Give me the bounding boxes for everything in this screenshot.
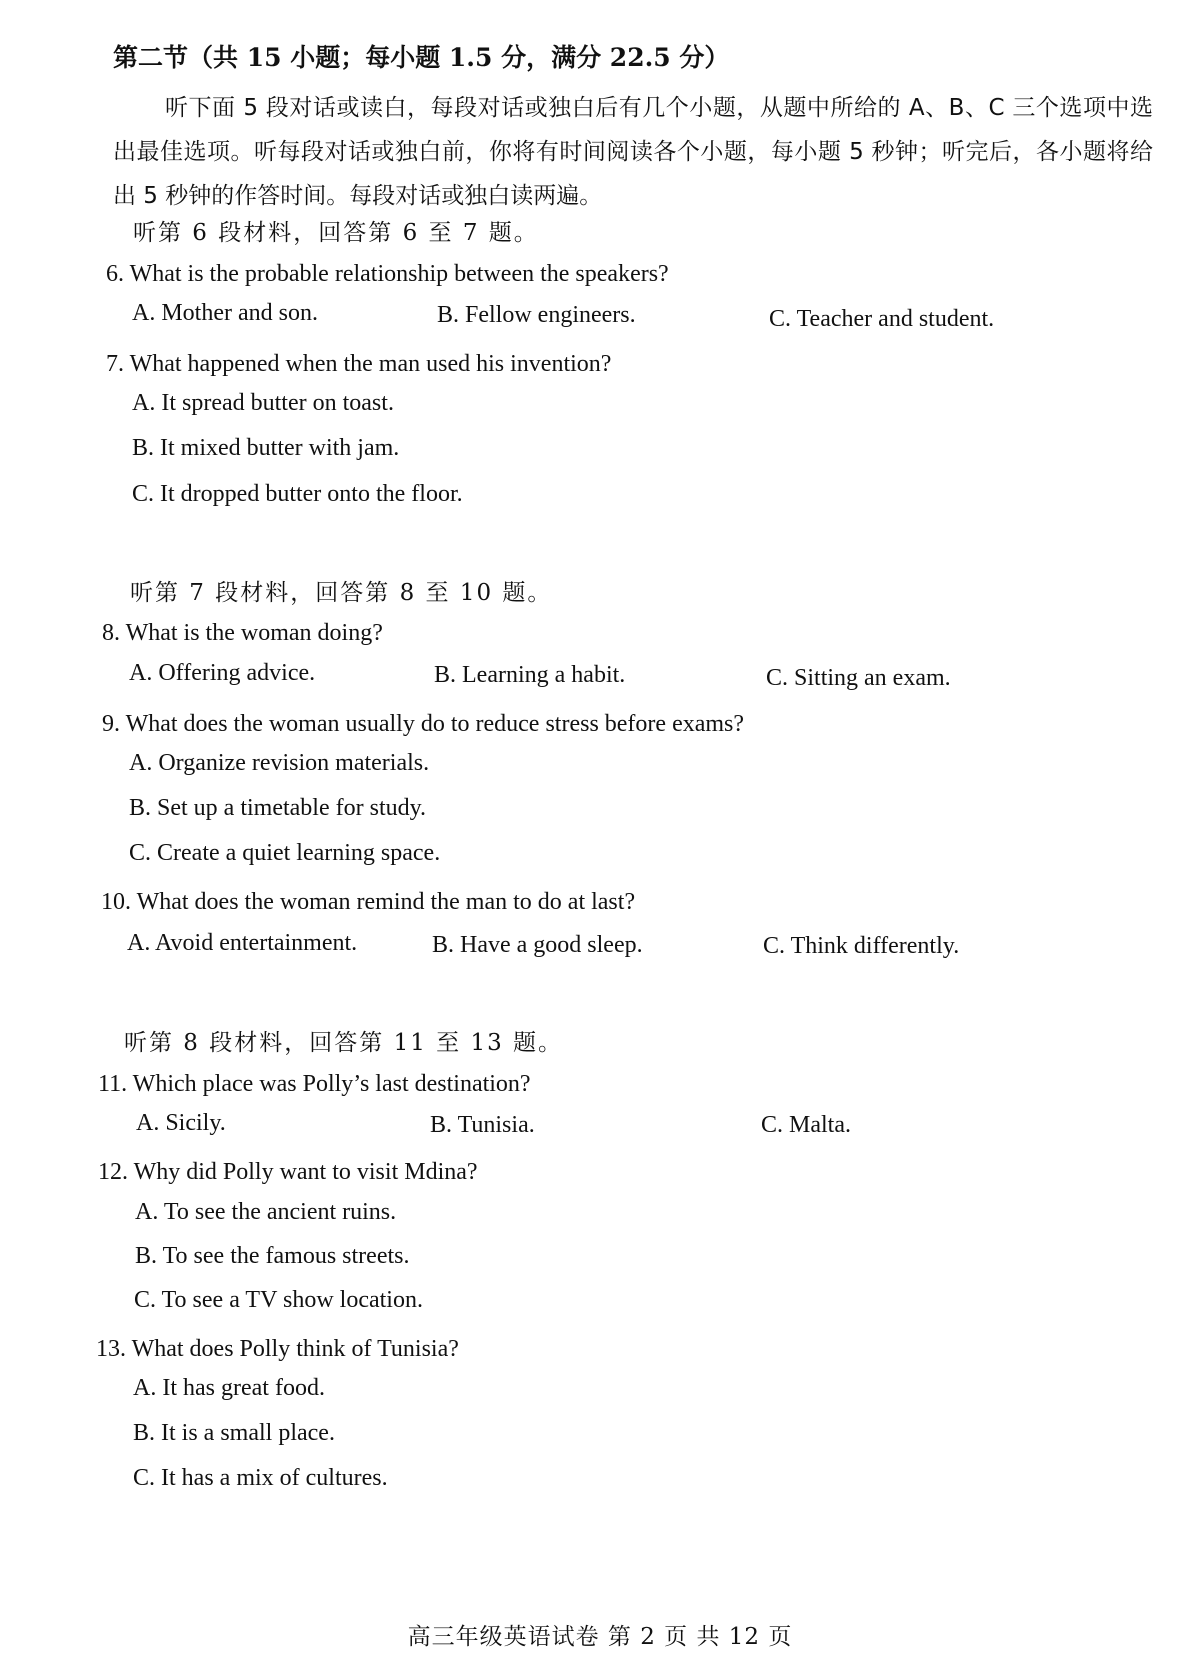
question-13-option-a: A. It has great food. xyxy=(133,1375,325,1401)
question-8: 8. What is the woman doing? xyxy=(102,620,383,646)
section-title: 第二节（共 15 小题；每小题 1.5 分，满分 22.5 分） xyxy=(113,43,730,72)
question-6-option-a: A. Mother and son. xyxy=(132,300,318,326)
question-7-option-b: B. It mixed butter with jam. xyxy=(132,435,400,461)
question-10-option-b: B. Have a good sleep. xyxy=(432,932,643,958)
question-9: 9. What does the woman usually do to reduce stress before exams? xyxy=(102,711,745,737)
question-8-option-a: A. Offering advice. xyxy=(129,660,316,686)
question-8-option-b: B. Learning a habit. xyxy=(434,662,626,688)
question-7-option-c: C. It dropped butter onto the floor. xyxy=(132,481,463,507)
question-6-option-c: C. Teacher and student. xyxy=(769,306,995,332)
question-6-option-b: B. Fellow engineers. xyxy=(437,302,636,328)
group-heading-1: 听第 6 段材料，回答第 6 至 7 题。 xyxy=(133,220,539,246)
question-9-option-c: C. Create a quiet learning space. xyxy=(129,840,441,866)
section-instructions: 听下面 5 段对话或读白，每段对话或独白后有几个小题，从题中所给的 A、B、C 三个选项中选出最佳选项。听每段对话或独白前，你将有时间阅读各个小题，每小题 5 秒钟；听完后，各小题将给出 5 秒钟的作答时间。每段对话或独白读两遍。 xyxy=(113,95,1153,209)
question-13: 13. What does Polly think of Tunisia? xyxy=(96,1336,459,1362)
question-10-option-a: A. Avoid entertainment. xyxy=(127,930,358,956)
question-11-option-a: A. Sicily. xyxy=(136,1110,226,1136)
question-6: 6. What is the probable relationship between the speakers? xyxy=(106,261,669,287)
page-footer: 高三年级英语试卷 第 2 页 共 12 页 xyxy=(407,1624,793,1650)
question-13-option-c: C. It has a mix of cultures. xyxy=(133,1465,388,1491)
question-10-option-c: C. Think differently. xyxy=(763,933,960,959)
question-12-option-b: B. To see the famous streets. xyxy=(135,1243,410,1269)
question-12-option-a: A. To see the ancient ruins. xyxy=(135,1199,397,1225)
question-11: 11. Which place was Polly’s last destination? xyxy=(98,1071,531,1097)
question-11-option-b: B. Tunisia. xyxy=(430,1112,535,1138)
question-13-option-b: B. It is a small place. xyxy=(133,1420,335,1446)
question-9-option-b: B. Set up a timetable for study. xyxy=(129,795,427,821)
question-8-option-c: C. Sitting an exam. xyxy=(766,665,951,691)
question-7: 7. What happened when the man used his invention? xyxy=(106,351,612,377)
question-9-option-a: A. Organize revision materials. xyxy=(129,750,430,776)
question-7-option-a: A. It spread butter on toast. xyxy=(132,390,394,416)
group-heading-2: 听第 7 段材料，回答第 8 至 10 题。 xyxy=(130,580,553,606)
question-11-option-c: C. Malta. xyxy=(761,1112,851,1138)
group-heading-3: 听第 8 段材料，回答第 11 至 13 题。 xyxy=(124,1030,564,1056)
question-12: 12. Why did Polly want to visit Mdina? xyxy=(98,1159,478,1185)
question-10: 10. What does the woman remind the man to do at last? xyxy=(101,889,636,915)
question-12-option-c: C. To see a TV show location. xyxy=(134,1287,423,1313)
